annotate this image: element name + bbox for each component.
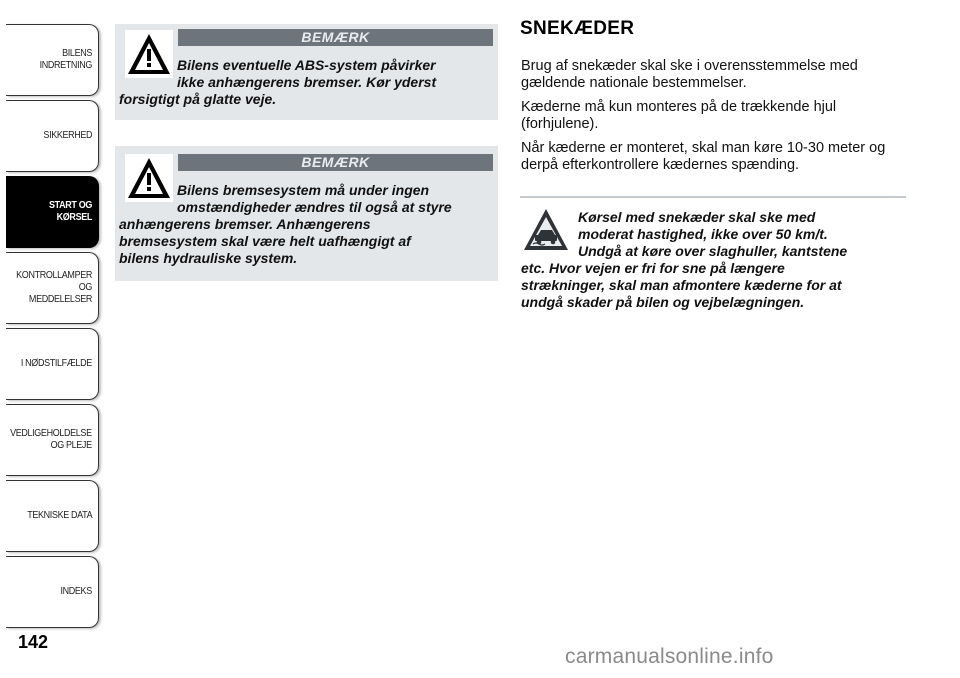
paragraph: Kæderne må kun monteres på de trækkende hjul (forhjulene).	[521, 99, 837, 132]
warning-line: Undgå at køre over slaghuller, kantstene	[578, 243, 848, 259]
tab-label: SIKKERHED	[43, 130, 92, 141]
notice-text	[119, 57, 492, 108]
warning-line: strækninger, skal man afmontere kæderne for at	[521, 277, 842, 293]
notice-header: BEMÆRK	[178, 154, 493, 171]
divider	[520, 196, 906, 198]
tab-sikkerhed[interactable]	[6, 100, 99, 172]
notice-box-abs	[115, 24, 498, 120]
tab-kontrollamper[interactable]	[6, 252, 99, 324]
paragraph: Brug af snekæder skal ske i overensstemmelse med gældende nationale bestemmelser.	[521, 58, 858, 91]
notice-header: BEMÆRK	[178, 29, 493, 46]
notice-line: anhængerens bremser. Anhængerens	[119, 216, 371, 232]
tab-indeks[interactable]	[6, 556, 99, 628]
snow-chain-warning-text	[521, 209, 906, 311]
tab-label: VEDLIGEHOLDELSE OG PLEJE	[10, 428, 92, 451]
warning-line: moderat hastighed, ikke over 50 km/t.	[578, 226, 828, 242]
tab-label: START OG KØRSEL	[49, 200, 92, 223]
tab-start-og-korsel[interactable]	[6, 176, 99, 248]
tab-bilens-indretning[interactable]	[6, 24, 99, 96]
notice-line: omstændigheder ændres til også at styre	[177, 199, 452, 215]
notice-text	[119, 182, 492, 267]
notice-line: Bilens eventuelle ABS-system påvirker	[177, 57, 436, 73]
section-title: SNEKÆDER	[520, 18, 635, 39]
warning-line: undgå skader på bilen og vejbelægningen.	[521, 294, 805, 310]
tab-label: BILENS INDRETNING	[39, 48, 92, 71]
tab-label: TEKNISKE DATA	[26, 510, 92, 521]
notice-box-brake	[115, 146, 498, 281]
watermark: carmanualsonline.info	[565, 645, 774, 668]
tab-label: I NØDSTILFÆLDE	[21, 358, 92, 369]
notice-line: bilens hydrauliske system.	[119, 250, 298, 266]
notice-line: ikke anhængerens bremser. Kør yderst	[177, 74, 437, 90]
warning-line: Kørsel med snekæder skal ske med	[578, 209, 816, 225]
notice-line: forsigtigt på glatte veje.	[119, 91, 277, 107]
page-number: 142	[18, 632, 49, 652]
paragraph: Når kæderne er monteret, skal man køre 10-30 meter og derpå efterkontrollere kædernes spænding.	[521, 140, 886, 173]
tab-tekniske-data[interactable]	[6, 480, 99, 552]
notice-line: Bilens bremsesystem må under ingen	[177, 182, 430, 198]
tab-label: INDEKS	[60, 586, 92, 597]
notice-line: bremsesystem skal være helt uafhængigt af	[119, 233, 411, 249]
tab-label: KONTROLLAMPER OG MEDDELELSER	[16, 270, 93, 305]
warning-line: etc. Hvor vejen er fri for sne på længere	[521, 260, 785, 276]
tab-nodstilfaelde[interactable]	[6, 328, 99, 400]
tab-vedligeholdelse[interactable]	[6, 404, 99, 476]
